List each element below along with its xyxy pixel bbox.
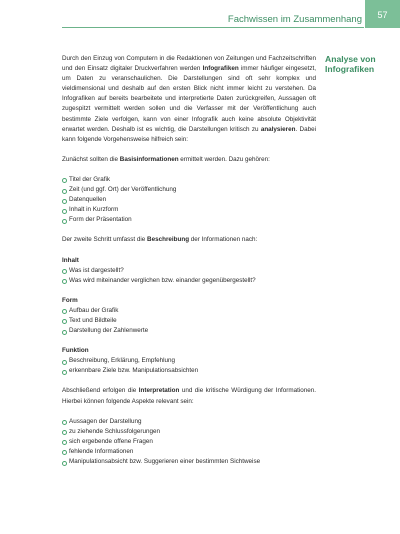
list-item: Zeit (und ggf. Ort) der Veröffentlichung [62,185,316,195]
intro-paragraph [62,54,316,145]
list-item: fehlende Informationen [62,447,316,457]
running-head: Fachwissen im Zusammenhang [227,14,362,25]
list-item: Darstellung der Zahlenwerte [62,326,316,336]
intro-text-2: immer häufiger eingesetzt, um Daten zu veranschaulichen. Die Darstellungen sind oft sehr komplex und vieldimensional und deshalb auf den ersten Blick nicht immer leicht zu verstehen. Da Infografiken auf bereits bearbeitete und interpretierte Daten zurückgreifen, Aussagen oft zugespitzt vermittelt werden sollen und die Verfasser mit der Veröffentlichung auch bestimmte Ziele verfolgen, kann von einer Infografik auch keine absolute Objektivität erwartet werden. Deshalb ist es wichtig, die Darstellungen kritisch zu [62,65,316,133]
step1-list [62,175,316,225]
step2-paragraph [62,235,316,245]
step2-text-2: der Informationen nach: [189,236,258,244]
subhead-form: Form [62,296,78,304]
step1-text-2: ermittelt werden. Dazu gehören: [178,155,270,163]
list-item: Aufbau der Grafik [62,306,316,316]
step2-text-1: Der zweite Schritt umfasst die [62,236,148,244]
step1-paragraph [62,155,316,165]
margin-heading-line2: Infografiken [325,64,375,74]
step2-bold: Beschreibung [147,236,190,244]
funktion-list [62,356,316,376]
form-list [62,306,316,336]
intro-text-1: Durch den Einzug von Computern in die Redaktionen von Zeitungen und Fachzeitschriften und den Einsatz digitaler Druckverfahren werden [62,55,316,73]
list-item: Manipulationsabsicht bzw. Suggerieren einer bestimmten Sichtweise [62,457,316,467]
list-item: Was ist dargestellt? [62,266,316,276]
inhalt-list [62,266,316,286]
margin-heading-line1: Analyse von [325,54,376,64]
intro-text-3: . Dabei kann folgende Vorgehensweise hilfreich sein: [62,125,316,143]
step3-list [62,417,316,467]
header-rule [62,27,364,28]
list-item: Datenquellen [62,195,316,205]
page-number: 57 [377,10,388,20]
step1-bold: Basisinformationen [119,155,179,163]
list-item: Was wird miteinander verglichen bzw. einander gegenübergestellt? [62,276,316,286]
list-item: sich ergebende offene Fragen [62,437,316,447]
list-item: Aussagen der Darstellung [62,417,316,427]
list-item: erkennbare Ziele bzw. Manipulationsabsichten [62,366,316,376]
subhead-funktion: Funktion [62,347,89,355]
step3-text-2: und die kritische Würdigung der Informationen. Hierbei können folgende Aspekte relevant sein: [62,387,317,405]
intro-bold-infografiken: Infografiken [202,65,239,73]
list-item: Text und Bildteile [62,316,316,326]
step1-text-1: Zunächst sollten die [62,155,120,163]
subhead-inhalt: Inhalt [62,256,79,264]
step3-text-1: Abschließend erfolgen die [62,387,139,395]
margin-heading [325,54,397,74]
list-item: Titel der Grafik [62,175,316,185]
step3-paragraph [62,386,316,406]
step3-bold: Interpretation [138,387,180,395]
intro-bold-analysieren: analysieren [260,125,296,133]
list-item: zu ziehende Schlussfolgerungen [62,427,316,437]
list-item: Beschreibung, Erklärung, Empfehlung [62,356,316,366]
list-item: Form der Präsentation [62,215,316,225]
list-item: Inhalt in Kurzform [62,205,316,215]
main-text [62,54,316,467]
